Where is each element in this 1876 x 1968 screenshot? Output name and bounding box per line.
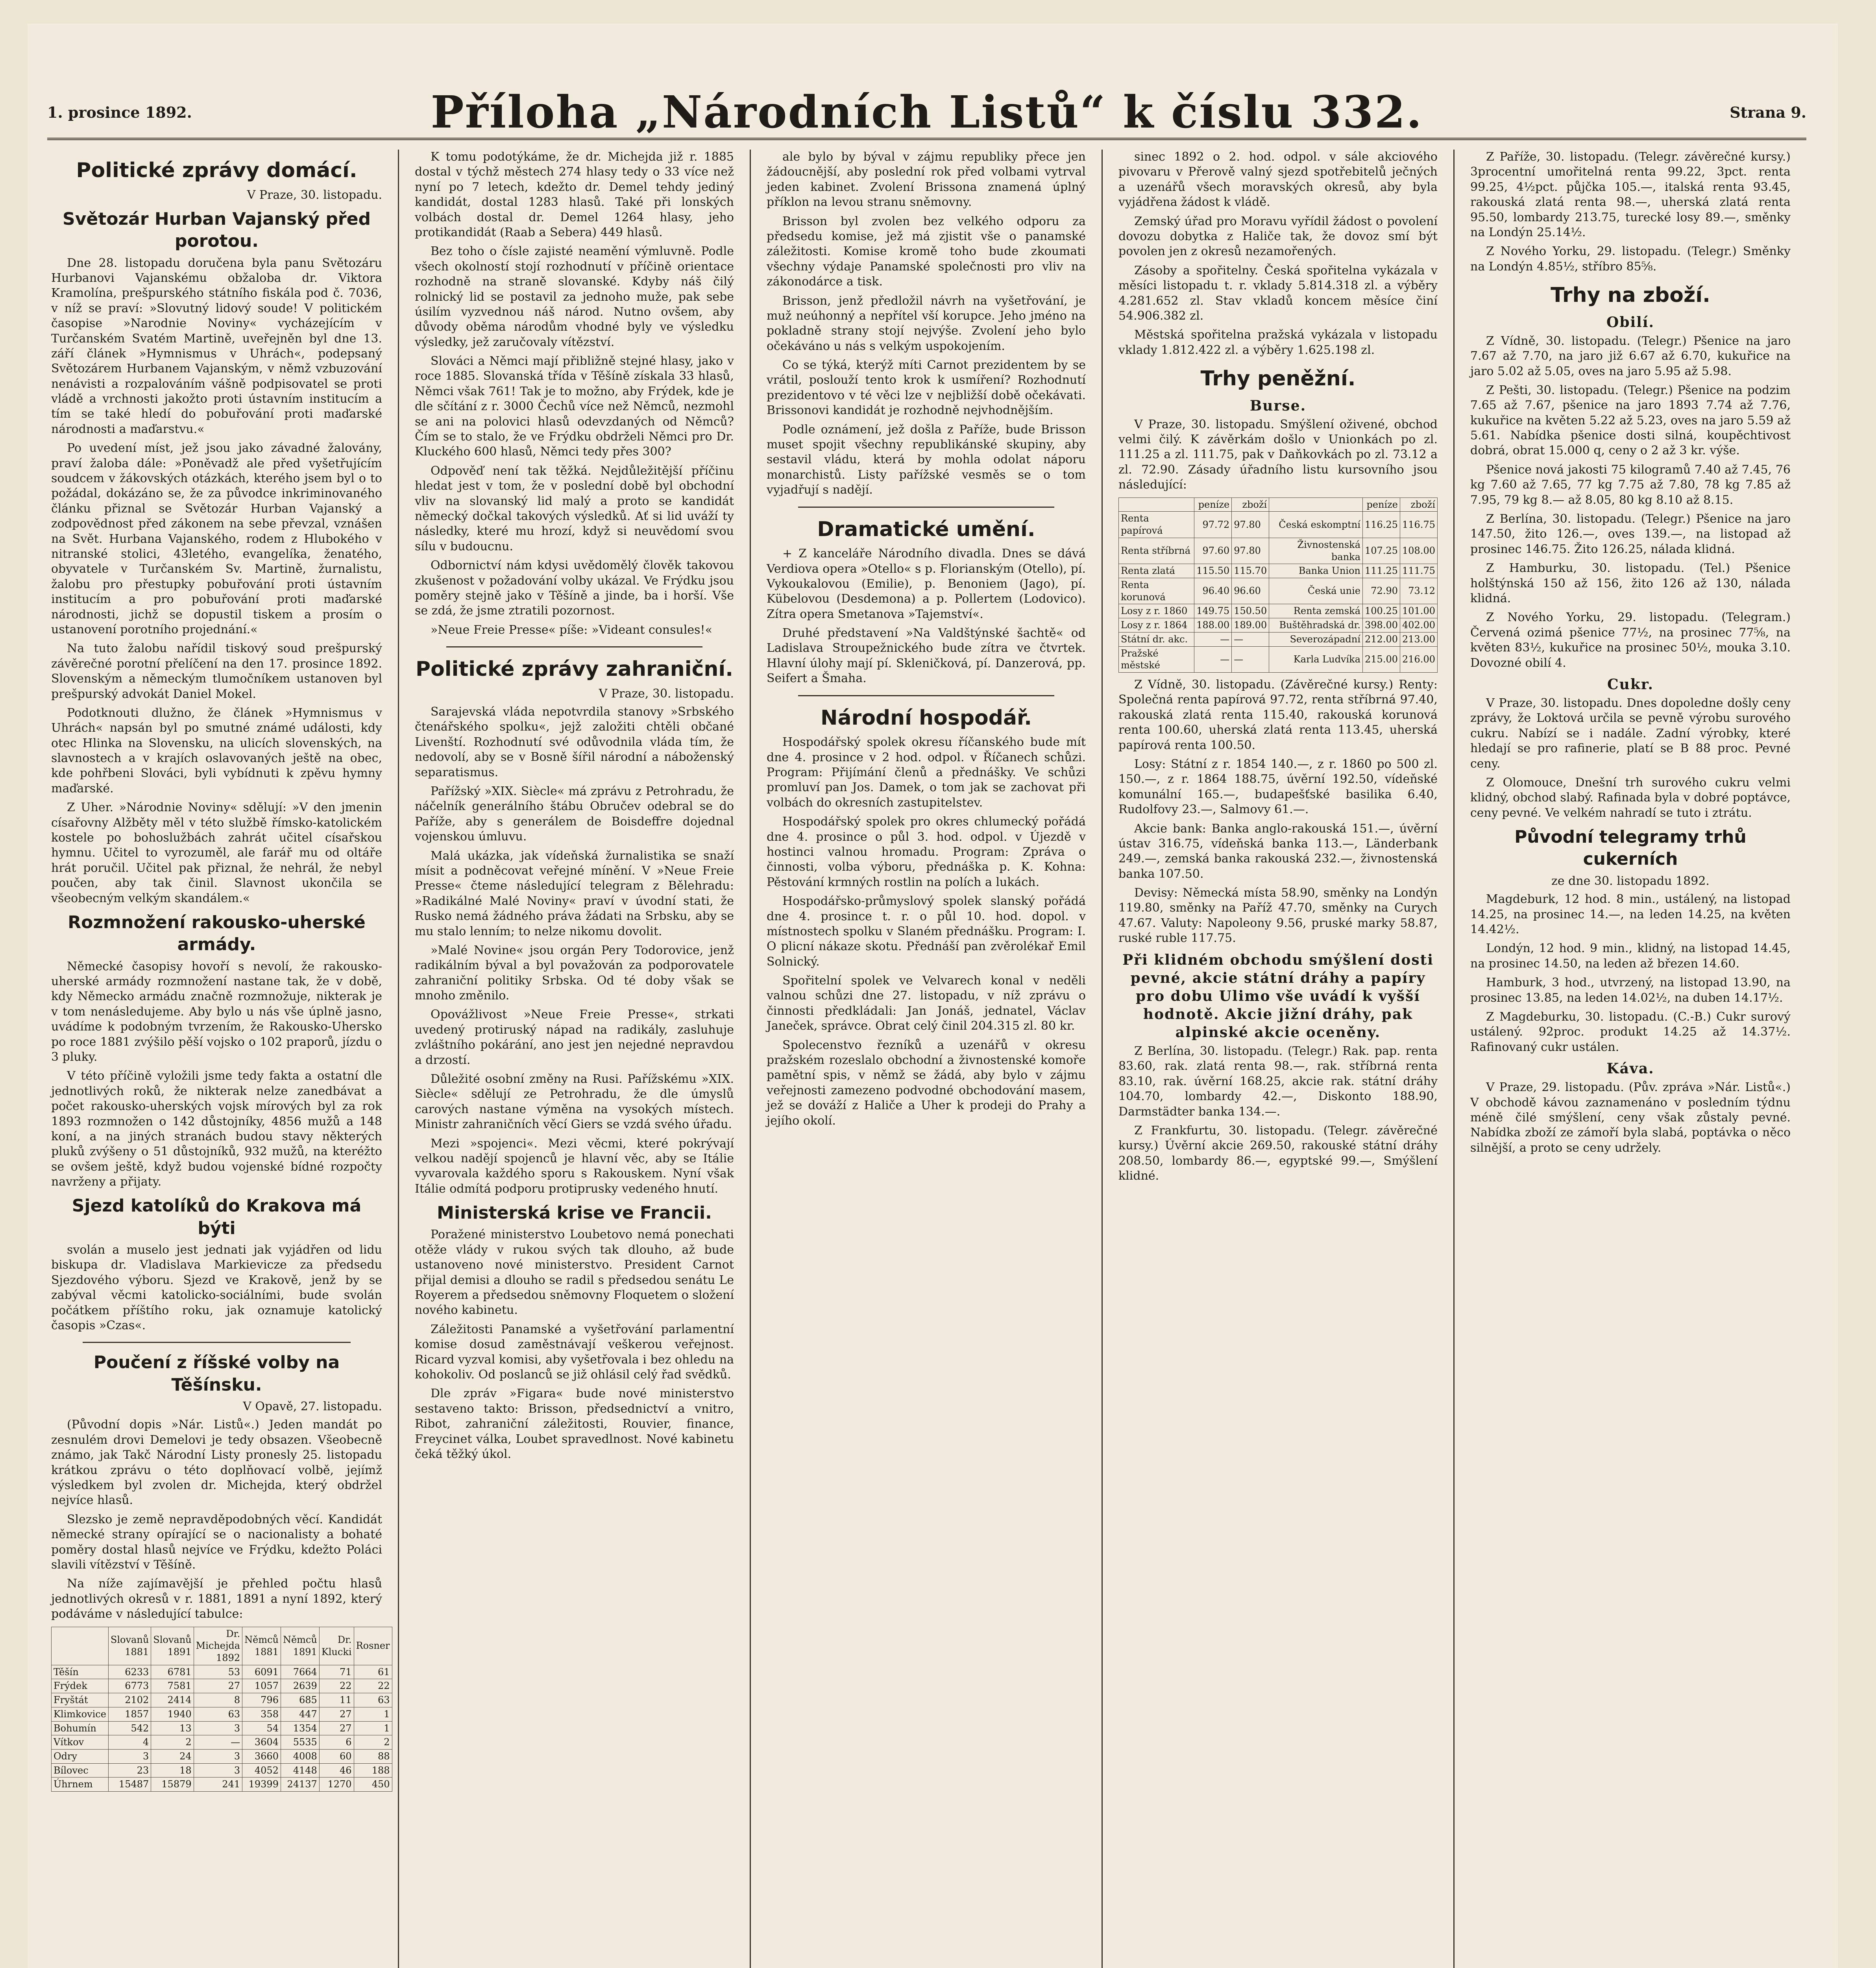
- table-header-cell: [52, 1627, 109, 1665]
- table-cell: 53: [194, 1665, 242, 1679]
- table-header-cell: Němců 1891: [281, 1627, 319, 1665]
- table-header-cell: peníze: [1194, 498, 1232, 512]
- paragraph: »Malé Novine« jsou orgán Pery Todorovice, jenž radikálním býval a byl považován za podporovatele zahraniční politiky Srbska. Od té doby však se mnoho změnilo.: [415, 943, 734, 1003]
- table-cell: 2: [354, 1735, 392, 1750]
- paragraph: V této příčině vyložili jsme tedy fakta a ostatní dle jednotlivých roků, že nikterak nelze zanedbávat a počet rakousko-uherských vojsk mírových byl za rok 1893 rozmnožen o 142 důstojníky, 4856 mužů a 148 koní, a na jiných stranách budou stavy některých pluků zvýšeny o 51 důstojníků, 932 mužů, na kteréžto se ovšem ještě, když budou vojenské bídné rozpočty navrženy a přijaty.: [51, 1069, 382, 1189]
- table-row: [1119, 646, 1438, 672]
- table-cell: 3660: [242, 1749, 281, 1763]
- table-cell: 2: [151, 1735, 194, 1750]
- table-cell: 107.25: [1363, 538, 1400, 564]
- paragraph: Na níže zajímavější je přehled počtu hlasů jednotlivých okresů v r. 1881, 1891 a nyní 1892, který podáváme v následující tabulce:: [51, 1577, 382, 1621]
- table-cell: 60: [319, 1749, 354, 1763]
- table-cell: Renta stříbrná: [1119, 538, 1194, 564]
- table-cell: 213.00: [1400, 632, 1438, 646]
- section-heading-commodity-markets: Trhy na zboží.: [1551, 283, 1710, 307]
- table-row: [52, 1693, 392, 1707]
- table-cell: 24: [151, 1749, 194, 1763]
- table-header-cell: Němců 1881: [242, 1627, 281, 1665]
- table-cell: Klimkovice: [52, 1707, 109, 1721]
- paragraph: Hospodářsko-průmyslový spolek slanský pořádá dne 4. prosince t. r. o půl 10. hod. dopol. v místnostech spolku v Slaném přednášku. Program: I. O plicní nákaze skotu. Přednáší pan zvěrolékař Emil Solnický.: [767, 894, 1086, 969]
- paragraph: Spořitelní spolek ve Velvarech konal v neděli valnou schůzi dne 27. listopadu, v níž zprávu o činnosti předkládali: Jan Jonáš, jednatel, Václav Janeček, správce. Obrat celý činil 204.315 zl. 80 kr.: [767, 974, 1086, 1033]
- table-cell: 19399: [242, 1777, 281, 1792]
- paragraph: Z Nového Yorku, 29. listopadu. (Telegr.) Směnky na Londýn 4.85½, stříbro 85⅝.: [1470, 244, 1791, 274]
- table-header-cell: Dr. Klucki: [319, 1627, 354, 1665]
- paragraph: Podle oznámení, jež došla z Paříže, bude Brisson muset spojit všechny republikánské skupiny, aby sestavil vládu, která by mohla odolat náporu monarchistů. Listy pařížské vesměs se o tom vyjadřují s nadějí.: [767, 422, 1086, 497]
- text-columns: [47, 150, 1806, 1968]
- column-2: [399, 150, 751, 1968]
- table-cell: 450: [354, 1777, 392, 1792]
- paragraph: Druhé představení »Na Valdštýnské šachtě« od Ladislava Stroupežnického bude zítra ve čtvrtek. Hlavní úlohy mají pí. Skleničková, pí. Danzerová, pp. Seifert a Šmaha.: [767, 626, 1086, 686]
- table-cell: 97.80: [1232, 512, 1269, 538]
- table-cell: Severozápadní: [1269, 632, 1363, 646]
- table-cell: Frýdek: [52, 1679, 109, 1693]
- table-cell: Renta zlatá: [1119, 564, 1194, 578]
- table-cell: 188: [354, 1763, 392, 1777]
- paragraph: Malá ukázka, jak vídeňská žurnalistika se snaží mísit a podněcovat veřejné mínění. V »Neue Freie Presse« čteme následující telegram z Bělehradu: »Radikálné Malé Noviny« praví v úvodní stati, že Rusko nemá žádného práva žádati na Srbsku, aby se mu stalo lenním; to nelze nikomu dovolit.: [415, 849, 734, 938]
- table-cell: 27: [194, 1679, 242, 1693]
- table-cell: Státní dr. akc.: [1119, 632, 1194, 646]
- paragraph: Hospodářský spolek okresu říčanského bude mít dne 4. prosince v 2 hod. odpol. v Říčanech schůzi. Program: Přijímání členů a přednášky. Ve schůzi promluví pan Jos. Damek, o tom jak se zachovat při volbách do okresních zastupitelstev.: [767, 735, 1086, 810]
- table-cell: 116.25: [1363, 512, 1400, 538]
- paragraph: »Neue Freie Presse« píše: »Videant consules!«: [431, 623, 712, 637]
- table-cell: 6781: [151, 1665, 194, 1679]
- paragraph: + Z kanceláře Národního divadla. Dnes se dává Verdiova opera »Otello« s p. Florianským (Otello), pí. Vykoukalovou (Emilie), p. Benoniem (Jago), pí. Kübelovou (Desdemona) a p. Pollertem (Lodovico). Zítra opera Smetanova »Tajemství«.: [767, 547, 1086, 621]
- table-cell: 685: [281, 1693, 319, 1707]
- table-cell: 72.90: [1363, 578, 1400, 604]
- table-row: [1119, 618, 1438, 633]
- table-cell: 398.00: [1363, 618, 1400, 633]
- table-cell: 71: [319, 1665, 354, 1679]
- paragraph: Z Berlína, 30. listopadu. (Telegr.) Rak. pap. renta 83.60, rak. zlatá renta 98.—, rak. stříbrná renta 83.10, rak. úvěrní 168.25, akcie rak. státní dráhy 104.70, lombardy 42.—, Diskonto 188.90, Darmstädter banka 134.—.: [1118, 1044, 1438, 1119]
- table-cell: 100.25: [1363, 604, 1400, 618]
- table-cell: 54: [242, 1721, 281, 1735]
- table-cell: 101.00: [1400, 604, 1438, 618]
- table-body: [52, 1665, 392, 1791]
- table-cell: 1: [354, 1721, 392, 1735]
- paragraph: Hospodářský spolek pro okres chlumecký pořádá dne 4. prosince o půl 3. hod. odpol. v Újezdě v hostinci valnou hromadu. Program: Zpráva o činnosti, volba výboru, přednáška p. K. Kohna: Pěstování krmných rostlin na polích a lukách.: [767, 815, 1086, 889]
- table-cell: 97.72: [1194, 512, 1232, 538]
- paragraph: Z Nového Yorku, 29. listopadu. (Telegram.) Červená ozimá pšenice 77½, na prosinec 77⅝, na květen 83½, kukuřice na prosinec 50½, mouka 3.10. Dovozné obilí 4.: [1470, 610, 1791, 670]
- table-cell: 11: [319, 1693, 354, 1707]
- section-heading-money-markets: Trhy peněžní.: [1200, 367, 1356, 391]
- table-cell: 3604: [242, 1735, 281, 1750]
- paragraph: Zemský úřad pro Moravu vyřídil žádost o povolení dovozu dobytka z Haliče tak, že dovoz smí být povolen jen z okresů nezamořených.: [1118, 214, 1438, 259]
- table-cell: 358: [242, 1707, 281, 1721]
- table-header-cell: zboží: [1400, 498, 1438, 512]
- table-cell: 5535: [281, 1735, 319, 1750]
- table-cell: 216.00: [1400, 646, 1438, 672]
- paragraph: Z Hamburku, 30. listopadu. (Tel.) Pšenice holštýnská 150 až 156, žito 126 až 130, nálada klidná.: [1470, 561, 1791, 605]
- paragraph: Záležitosti Panamské a vyšetřování parlamentní komise dosud zaměstnávají veškerou veřejnost. Ricard vyzval komisi, aby vyšetřovala i bez ohledu na kohokoliv. Od poslanců se již ohlásil celý řad svědků.: [415, 1322, 734, 1382]
- subsection-heading-coffee: Káva.: [1606, 1060, 1654, 1077]
- table-cell: Losy z r. 1864: [1119, 618, 1194, 633]
- table-cell: 111.25: [1363, 564, 1400, 578]
- table-row: [52, 1763, 392, 1777]
- paragraph: Dne 28. listopadu doručena byla panu Světozáru Hurbanovi Vajanskému obžaloba dr. Viktora Kramolína, prešpurského státního fiskála pod č. 7036, v níž se praví: »Slovutný lidový soude! V politickém časopise »Narodnie Noviny« vycházejícím v Turčanském Svatém Martině, uveřejněn byl dne 13. září článek »Hymnismus v Uhrách«, podepsaný Světozárem Hurbanem Vajanským, v němž vzbuzování nenávisti a rozpalováním vášně podpisovatel se proti vládě a vrchnosti jakožto proti ústavním institucím a tím se také hledí do pobuřování proti maďarské národnosti a maďarstvu.«: [51, 256, 382, 436]
- table-row: [1119, 578, 1438, 604]
- table-cell: Bílovec: [52, 1763, 109, 1777]
- table-cell: 108.00: [1400, 538, 1438, 564]
- table-header-cell: [1269, 498, 1363, 512]
- table-cell: 7581: [151, 1679, 194, 1693]
- table-cell: 6091: [242, 1665, 281, 1679]
- table-cell: 73.12: [1400, 578, 1438, 604]
- table-cell: 27: [319, 1721, 354, 1735]
- table-cell: 4052: [242, 1763, 281, 1777]
- table-cell: 189.00: [1232, 618, 1269, 633]
- table-cell: 1940: [151, 1707, 194, 1721]
- table-cell: 1857: [108, 1707, 151, 1721]
- table-cell: 3: [108, 1749, 151, 1763]
- paragraph: Brisson, jenž předložil návrh na vyšetřování, je muž neúhonný a nepřítel vší korupce. Jeho jméno na pokladně strany stojí nejvýše. Zvolení jeho bylo očekáváno u nás s velkým uspokojením.: [767, 294, 1086, 353]
- table-header-row: [52, 1627, 392, 1665]
- bold-note: Při klidném obchodu smýšlení dosti pevné, akcie státní dráhy a papíry pro dobu Ulimo vše uvádí k vyšší hodnotě. Akcie jižní dráhy, pak alpinské akcie oceněny.: [1122, 951, 1434, 1041]
- article-title: Rozmnožení rakousko-uherské armády.: [68, 912, 366, 955]
- table-cell: —: [1194, 646, 1232, 672]
- paragraph: ale bylo by býval v zájmu republiky přece jen žádoucnější, aby poslední rok před volbami vytrval jeden kabinet. Zvolení Brissona znamená úplný příklon na levou stranu sněmovny.: [767, 150, 1086, 209]
- table-row: [1119, 564, 1438, 578]
- column-1: [47, 150, 399, 1968]
- table-cell: 23: [108, 1763, 151, 1777]
- column-4: [1103, 150, 1455, 1968]
- paragraph: K tomu podotýkáme, že dr. Michejda již r. 1885 dostal v týchž městech 274 hlasy tedy o 33 více než nyní po 7 letech, kdežto dr. Demel tehdy jediný kandidát, dostal 1283 hlasů. Také při lonských volbách dostal dr. Demel 1264 hlasy, jeho protikandidát (Raab a Sebera) 449 hlasů.: [415, 150, 734, 239]
- election-results-table: [51, 1627, 392, 1792]
- table-cell: 3: [194, 1721, 242, 1735]
- paragraph: Z Vídně, 30. listopadu. (Telegr.) Pšenice na jaro 7.67 až 7.70, na jaro již 6.67 až 6.70, kukuřice na jaro 5.02 až 5.05, oves na jaro 5.95 až 5.98.: [1470, 334, 1791, 378]
- table-cell: 6233: [108, 1665, 151, 1679]
- divider: [798, 507, 1054, 508]
- masthead: [47, 86, 1806, 138]
- table-cell: 447: [281, 1707, 319, 1721]
- table-cell: 1354: [281, 1721, 319, 1735]
- table-row: [52, 1679, 392, 1693]
- article-title: Sjezd katolíků do Krakova má býti: [72, 1196, 362, 1238]
- paragraph: Brisson byl zvolen bez velkého odporu za předsedu komise, jež má zjistit vše o panamské záležitosti. Komise kromě toho bude zkoumati všechny výdaje Panamské společnosti pro vliv na zákonodárce a tisk.: [767, 214, 1086, 289]
- paragraph: Devisy: Německá místa 58.90, směnky na Londýn 119.80, směnky na Paříž 47.70, směnky na Curych 47.67. Valuty: Napoleony 9.56, pruské marky 58.87, ruské ruble 117.75.: [1118, 886, 1438, 945]
- paragraph: Hamburk, 3 hod., utvrzený, na listopad 13.90, na prosinec 13.85, na leden 14.02½, na duben 14.17½.: [1470, 976, 1791, 1005]
- table-cell: Losy z r. 1860: [1119, 604, 1194, 618]
- table-cell: Karla Ludvíka: [1269, 646, 1363, 672]
- table-cell: Buštěhradská dr.: [1269, 618, 1363, 633]
- paragraph: Losy: Státní z r. 1854 140.—, z r. 1860 po 500 zl. 150.—, z r. 1864 188.75, úvěrní 192.50, vídeňské komunální 165.—, budapešťské basilika 6.40, Rudolfovy 23.—, Salmovy 61.—.: [1118, 757, 1438, 817]
- table-cell: 1: [354, 1707, 392, 1721]
- section-heading-drama: Dramatické umění.: [817, 517, 1035, 541]
- column-5: [1455, 150, 1806, 1968]
- table-cell: Renta korunová: [1119, 578, 1194, 604]
- paragraph: Sarajevská vláda nepotvrdila stanovy »Srbského čtenářského spolku«, jejž založiti chtěli občané Livenští. Rozhodnutí své odůvodnila vláda tím, že nedovolí, aby se v Bosně šířil národní a náboženský separatismus.: [415, 705, 734, 779]
- paragraph: Pšenice nová jakosti 75 kilogramů 7.40 až 7.45, 76 kg 7.60 až 7.65, 77 kg 7.75 až 7.80, 78 kg 7.85 až 7.95, 79 kg 8.— až 8.05, 80 kg 8.10 až 8.15.: [1470, 462, 1791, 507]
- table-cell: 542: [108, 1721, 151, 1735]
- paragraph: Spolecenstvo řezníků a uzenářů v okresu pražském rozeslalo obchodní a živnostenské komoře pamětní spis, v němž se žádá, aby bylo v zájmu veřejnosti zamezeno podvodné obchodování masem, jež se dováží z Haliče a Uher k prodeji do Prahy a jejího okolí.: [767, 1038, 1086, 1128]
- paragraph: Z Pešti, 30. listopadu. (Telegr.) Pšenice na podzim 7.65 až 7.67, pšenice na jaro 1893 7.74 až 7.76, kukuřice na květen 5.22 až 5.23, oves na jaro 5.59 až 5.61. Nabídka pšenice dosti silná, koupěchtivost dobrá, obrat 15.000 q, ceny o 2 až 3 kr. výše.: [1470, 383, 1791, 458]
- dateline: ze dne 30. listopadu 1892.: [1551, 874, 1710, 888]
- table-cell: Živnostenská banka: [1269, 538, 1363, 564]
- table-header-cell: Rosner: [354, 1627, 392, 1665]
- paragraph: Mezi »spojenci«. Mezi věcmi, které pokrývají velkou nadějí spojenců je hlavní věc, aby se Itálie vyvarovala každého sporu s Rakouskem. Nyní však Itálie odmítá podporu protiprusky vedeného hnutí.: [415, 1136, 734, 1196]
- table-cell: 88: [354, 1749, 392, 1763]
- table-cell: 241: [194, 1777, 242, 1792]
- paragraph: Bez toho o čísle zajisté neamění výmluvně. Podle všech okolností stojí rozhodnutí v příčině orientace rozhodně na straně slovanské. Kdyby náš čilý rolnický lid se postavil za jednoho muže, pak sebe úsilím vyzvednou náš národ. Nutno ovšem, aby důvody oběma národům vhodné byly ve výsledku výsledky, jež zaručovaly vítězství.: [415, 244, 734, 349]
- table-cell: —: [1232, 632, 1269, 646]
- supplement-title: Příloha „Národních Listů“ k číslu 332.: [431, 86, 1423, 138]
- table-body: [1119, 512, 1438, 673]
- paragraph: Odbornictví nám kdysi uvědomělý člověk takovou zkušenost v požadování volby ukázal. Ve Frýdku jsou poměry stejně jako v Těšíně a jinde, ba i horší. Vše se zdá, že jsme ztratili pozornost.: [415, 559, 734, 618]
- article-title: Poučení z říšské volby na Těšínsku.: [93, 1352, 340, 1395]
- table-cell: 3: [194, 1763, 242, 1777]
- table-cell: 22: [354, 1679, 392, 1693]
- paragraph: Akcie bank: Banka anglo-rakouská 151.—, úvěrní ústav 316.75, vídeňská banka 113.—, Länderbank 249.—, zemská banka rakouská 232.—, živnostenská banka 107.50.: [1118, 821, 1438, 881]
- paragraph: Z Paříže, 30. listopadu. (Telegr. závěrečné kursy.) 3procentní umořitelná renta 99.22, 3pct. renta 99.25, 4½pct. půjčka 105.—, italská renta 93.45, rakouská zlatá renta 98.—, uherská zlatá renta 95.50, lombardy 213.75, turecké losy 89.—, směnky na Londýn 25.14½.: [1470, 150, 1791, 239]
- table-cell: 188.00: [1194, 618, 1232, 633]
- table-cell: 149.75: [1194, 604, 1232, 618]
- paragraph: Co se týká, kterýž míti Carnot prezidentem by se vrátil, poslouží tento krok k usmíření? Rozhodnutí prezidentovo v té věci lze v nejbližší době očekávati. Brissonovi kandidát je rozhodně nejvhodnějším.: [767, 358, 1086, 418]
- table-cell: 111.75: [1400, 564, 1438, 578]
- article-title: Ministerská krise ve Francii.: [437, 1203, 712, 1223]
- page-number: Strana 9.: [1730, 103, 1806, 121]
- table-row: [52, 1665, 392, 1679]
- dateline: V Praze, 30. listopadu.: [247, 188, 382, 202]
- table-cell: 2414: [151, 1693, 194, 1707]
- table-cell: —: [194, 1735, 242, 1750]
- table-row: [1119, 512, 1438, 538]
- table-cell: 63: [194, 1707, 242, 1721]
- table-cell: 6773: [108, 1679, 151, 1693]
- table-cell: 13: [151, 1721, 194, 1735]
- table-cell: 2102: [108, 1693, 151, 1707]
- table-cell: 115.50: [1194, 564, 1232, 578]
- paragraph: sinec 1892 o 2. hod. odpol. v sále akciového pivovaru v Přerově valný sjezd spotřebitelů ječných a uzenářů všech moravských okresů, aby byla vyjádřena žádost k vládě.: [1118, 150, 1438, 209]
- paragraph: Pařížský »XIX. Siècle« má zprávu z Petrohradu, že náčelník generálního štábu Obručev odebral se do Paříže, aby s generálem de Boisdeffre dojednal vojenskou úmluvu.: [415, 784, 734, 844]
- paragraph: V Praze, 29. listopadu. (Pův. zpráva »Nár. Listů«.) V obchodě kávou zaznamenáno v posledním týdnu méně čilé smýšlení, ceny však zůstaly pevné. Nabídka zboží ze zámoří byla slabá, poptávka o něco silnější, a proto se ceny udržely.: [1470, 1080, 1791, 1155]
- table-cell: 97.60: [1194, 538, 1232, 564]
- paragraph: V Praze, 30. listopadu. Smýšlení oživené, obchod velmi čilý. K závěrkám došlo v Unionkách po zl. 111.25 a zl. 111.75, pak v Daňkovkách po zl. 73.12 a zl. 72.90. Zásady úřadního listu kursovního jsou následující:: [1118, 417, 1438, 492]
- table-cell: —: [1232, 646, 1269, 672]
- table-header-cell: peníze: [1363, 498, 1400, 512]
- table-cell: Úhrnem: [52, 1777, 109, 1792]
- table-header-cell: zboží: [1232, 498, 1269, 512]
- paragraph: Odpověď není tak těžká. Nejdůležitější příčinu hledat jest v tom, že v poslední době byl obchodní vliv na slovanský lid malý a proto se kandidát německý dočkal takových výsledků. Ať si lid uváží ty následky, které mu hrozí, když si neuvědomí svou sílu v budoucnu.: [415, 464, 734, 553]
- table-cell: 212.00: [1363, 632, 1400, 646]
- section-heading-foreign: Politické zprávy zahraniční.: [415, 657, 734, 681]
- table-cell: Renta zemská: [1269, 604, 1363, 618]
- table-cell: 4: [108, 1735, 151, 1750]
- paragraph: Podotknouti dlužno, že článek »Hymnismus v Uhrách« napsán byl po smutné známé události, kdy otec Hlinka na Slovensku, na ulicích slovenských, na slavnostech a v krajích oslavovaných ještě na obec, kde pohřbeni Slováci, byli vybídnuti k zpěvu hymny maďarské.: [51, 706, 382, 795]
- table-cell: Renta papírová: [1119, 512, 1194, 538]
- table-cell: 150.50: [1232, 604, 1269, 618]
- paragraph: Londýn, 12 hod. 9 min., klidný, na listopad 14.45, na prosinec 14.50, na leden až březen 14.60.: [1470, 941, 1791, 971]
- table-header-cell: [1119, 498, 1194, 512]
- table-cell: 3: [194, 1749, 242, 1763]
- table-cell: 22: [319, 1679, 354, 1693]
- subsection-heading-sugar: Cukr.: [1607, 676, 1654, 693]
- paragraph: Dle zpráv »Figara« bude nové ministerstvo sestaveno takto: Brisson, předsednictví a vnitro, Ribot, zahraniční záležitosti, Rouvier, finance, Freycinet válka, Loubet spravedlnost. Nové kabinetu čeká těžký úkol.: [415, 1387, 734, 1461]
- table-cell: Banka Union: [1269, 564, 1363, 578]
- table-row: [52, 1749, 392, 1763]
- paragraph: Slováci a Němci mají přibližně stejné hlasy, jako v roce 1885. Slovanská třída v Těšíně získala 33 hlasů, Němci však 761! Tak je to možno, aby Frýdek, kde je dle sčítání z r. 3000 Čechů více než Němců, nezmohl se ani na polovici hlasů odevzdaných od Němců? Čím se to stalo, že ve Frýdku obdrželi Němci pro Dr. Kluckého 600 hlasů, Němci tedy přes 300?: [415, 354, 734, 459]
- paragraph: svolán a muselo jest jednati jak vyjádřen od lidu biskupa dr. Vladislava Markievicze za předsedu Sjezdového výboru. Sjezd ve Krakově, jenž by se zabýval věcmi katolicko-sociálními, bude svolán počátkem příštího roku, jak oznamuje katolický časopis »Czas«.: [51, 1243, 382, 1333]
- table-cell: 215.00: [1363, 646, 1400, 672]
- subsection-heading-grain: Obilí.: [1606, 314, 1655, 331]
- table-row: [52, 1777, 392, 1792]
- table-cell: 4148: [281, 1763, 319, 1777]
- table-row: [52, 1707, 392, 1721]
- table-header-row: [1119, 498, 1438, 512]
- masthead-rule: [47, 138, 1806, 140]
- paragraph: Německé časopisy hovoří s nevolí, že rakousko-uherské armády rozmnožení nastane tak, že v době, kdy Německo armádu značně rozmnožuje, nikterak je v tom nenásledujeme. Aby bylo u nás vše úplně jasno, uvádíme k podobným tvrzením, že Rakousko-Uhersko po roce 1881 zvýšilo pěší vojsko o 102 praporů, jízdu o 3 pluky.: [51, 959, 382, 1064]
- paragraph: Na tuto žalobu nařídil tiskový soud prešpurský závěrečné porotní přelíčení na den 17. prosince 1892. Slovenským a německým tlumočníkem ustanoven byl prešpurský advokát Daniel Mokel.: [51, 642, 382, 701]
- table-cell: 1057: [242, 1679, 281, 1693]
- paragraph: Z Vídně, 30. listopadu. (Závěrečné kursy.) Renty: Společná renta papírová 97.72, renta stříbrná 97.40, rakouská zlatá renta 115.40, rakouská korunová renta 100.60, uherská zlatá renta 113.45, uherská papírová renta 100.50.: [1118, 678, 1438, 752]
- table-cell: Česká eskomptní: [1269, 512, 1363, 538]
- table-row: [1119, 632, 1438, 646]
- paragraph: V Praze, 30. listopadu. Dnes dopoledne došly ceny zprávy, že Loktová určila se pevně výrobu surového cukru. Nabízí se i nadále. Zadní výrobky, které hledají se pro rafinerie, platí se B 88 proc. Pevné ceny.: [1470, 696, 1791, 771]
- paragraph: Poražené ministerstvo Loubetovo nemá ponechati otěže vlády v rukou svých tak dlouho, až bude ustanoveno nové ministerstvo. President Carnot přijal demisi a dlouho se radil s předsedou senátu Le Royerem a předsedou sněmovny Floquetem o složení nového kabinetu.: [415, 1228, 734, 1317]
- paragraph: (Původní dopis »Nár. Listů«.) Jeden mandát po zesnulém drovi Demelovi je tedy obsazen. Všeobecně známo, jak Takč Národní Listy pronesly 25. listopadu krátkou zprávu o této doplňovací volbě, jejímž výsledkem byl zvolen dr. Michejda, který obdržel nejvíce hlasů.: [51, 1418, 382, 1507]
- table-cell: 116.75: [1400, 512, 1438, 538]
- subsection-heading-sugar-telegrams: Původní telegramy trhů cukerních: [1514, 827, 1747, 869]
- table-cell: Pražské městské: [1119, 646, 1194, 672]
- table-cell: 27: [319, 1707, 354, 1721]
- table-cell: 15487: [108, 1777, 151, 1792]
- paragraph: Z Uher. »Národnie Noviny« sdělují: »V den jmenin císařovny Alžběty měl v této službě římsko-katolickém kostele po bohoslužbách zahrát učitel císařskou hymnu. Učitel to vyrozuměl, ale farář mu od oltáře hrát poručil. Učitel pak přiznal, že nehrál, že nebyl poučen, aby tak činil. Slavnost ukončila se všeobecným velkým skandálem.«: [51, 801, 382, 905]
- table-cell: Vítkov: [52, 1735, 109, 1750]
- table-cell: Odry: [52, 1749, 109, 1763]
- table-cell: Fryštát: [52, 1693, 109, 1707]
- table-cell: 46: [319, 1763, 354, 1777]
- dateline: V Praze, 30. listopadu.: [599, 686, 734, 701]
- table-header-cell: Dr. Michejda 1892: [194, 1627, 242, 1665]
- paragraph: Z Berlína, 30. listopadu. (Telegr.) Pšenice na jaro 147.50, žito 126.—, oves 139.—, na listopad až prosinec 146.75. Žito 126.25, nálada klidná.: [1470, 512, 1791, 556]
- paragraph: Z Olomouce, Dnešní trh surového cukru velmi klidný, obchod slabý. Rafinada byla v dobré poptávce, ceny pevné. Ve velkém nahradí se tuto i ztrátu.: [1470, 775, 1791, 820]
- dateline: V Opavě, 27. listopadu.: [243, 1400, 382, 1414]
- table-cell: 96.60: [1232, 578, 1269, 604]
- paragraph: Magdeburk, 12 hod. 8 min., ustálený, na listopad 14.25, na prosinec 14.—, na leden 14.25, na květen 14.42½.: [1470, 892, 1791, 936]
- table-cell: 6: [319, 1735, 354, 1750]
- table-cell: 18: [151, 1763, 194, 1777]
- issue-date: 1. prosince 1892.: [47, 103, 192, 121]
- table-cell: 97.80: [1232, 538, 1269, 564]
- paragraph: Důležité osobní změny na Rusi. Pařížskému »XIX. Siècle« sdělují ze Petrohradu, že dle úmyslů carových nastane výměna na vysokých místech. Ministr zahraničních věcí Giers se vzdá svého úřadu.: [415, 1072, 734, 1132]
- table-row: [52, 1721, 392, 1735]
- table-cell: 24137: [281, 1777, 319, 1792]
- table-cell: 63: [354, 1693, 392, 1707]
- table-header-cell: Slovanů 1881: [108, 1627, 151, 1665]
- table-row: [52, 1735, 392, 1750]
- divider: [83, 1342, 351, 1343]
- article-title: Světozár Hurban Vajanský před porotou.: [63, 209, 371, 252]
- paragraph: Z Magdeburku, 30. listopadu. (C.-B.) Cukr surový ustálený. 92proc. produkt 14.25 až 14.37½. Rafinovaný cukr ustálen.: [1470, 1010, 1791, 1054]
- table-cell: 796: [242, 1693, 281, 1707]
- paragraph: Městská spořitelna pražská vykázala v listopadu vklady 1.812.422 zl. a výběry 1.625.198 zl.: [1118, 328, 1438, 357]
- table-row: [1119, 604, 1438, 618]
- table-cell: 8: [194, 1693, 242, 1707]
- table-cell: 115.70: [1232, 564, 1269, 578]
- divider: [446, 646, 702, 647]
- divider: [798, 695, 1054, 696]
- paragraph: Slezsko je země nepravděpodobných věcí. Kandidát německé strany opírající se o nacionalisty a bohaté poměry dostal hlasů nejvíce ve Frýdku, kdežto Poláci slavili vítězství v Těšíně.: [51, 1512, 382, 1572]
- paragraph: Z Frankfurtu, 30. listopadu. (Telegr. závěrečné kursy.) Úvěrní akcie 269.50, rakouské státní dráhy 208.50, lombardy 86.—, egyptské 99.—, Smýšlení klidné.: [1118, 1123, 1438, 1183]
- paragraph: Zásoby a spořitelny. Česká spořitelna vykázala v měsíci listopadu t. r. vklady 5.814.318 zl. a výběry 4.281.652 zl. Stav vkladů koncem měsíce činí 54.906.382 zl.: [1118, 263, 1438, 323]
- table-cell: —: [1194, 632, 1232, 646]
- section-heading-economy: Národní hospodář.: [820, 706, 1032, 730]
- bourse-rates-table: [1118, 498, 1438, 673]
- subsection-heading-bourse: Burse.: [1249, 397, 1307, 414]
- table-cell: 96.40: [1194, 578, 1232, 604]
- table-cell: 402.00: [1400, 618, 1438, 633]
- table-cell: 4008: [281, 1749, 319, 1763]
- table-cell: 2639: [281, 1679, 319, 1693]
- table-row: [1119, 538, 1438, 564]
- column-3: [751, 150, 1103, 1968]
- paragraph: Opovážlivost »Neue Freie Presse«, strkati uvedený protiruský nápad na radikály, zasluhuje zvláštního pokárání, ano jest jen nejedné nepravdou a drzostí.: [415, 1008, 734, 1067]
- table-header-cell: Slovanů 1891: [151, 1627, 194, 1665]
- table-cell: 7664: [281, 1665, 319, 1679]
- table-cell: Bohumín: [52, 1721, 109, 1735]
- table-cell: Těšín: [52, 1665, 109, 1679]
- table-cell: 61: [354, 1665, 392, 1679]
- table-cell: 15879: [151, 1777, 194, 1792]
- table-cell: Česká unie: [1269, 578, 1363, 604]
- section-heading-domestic: Politické zprávy domácí.: [76, 159, 357, 182]
- paragraph: Po uvedení míst, jež jsou jako závadné žalovány, praví žaloba dále: »Poněvadž ale před vyšetřujícím soudcem v žákovských otázkách, kterého jsem byl o to požádal, dokázáno se, že za původce inkriminovaného článku přiznal se Světozár Hurban Vajanský a zodpovědnost před zákonem na sebe převzal, vznášen na Svět. Hurbana Vajanského, rodem z Hlubokého v nitranské stolici, 43letého, evangelíka, ženatého, obyvatele v Turčanském Sv. Martině, žurnalistu, žalobu pro přestupky pobuřování proti ústavním institucím a pro pobuřování proti maďarské národnosti, jichž se dopustil tiskem a prosím o ustanovení porotního projednání.«: [51, 441, 382, 636]
- table-cell: 1270: [319, 1777, 354, 1792]
